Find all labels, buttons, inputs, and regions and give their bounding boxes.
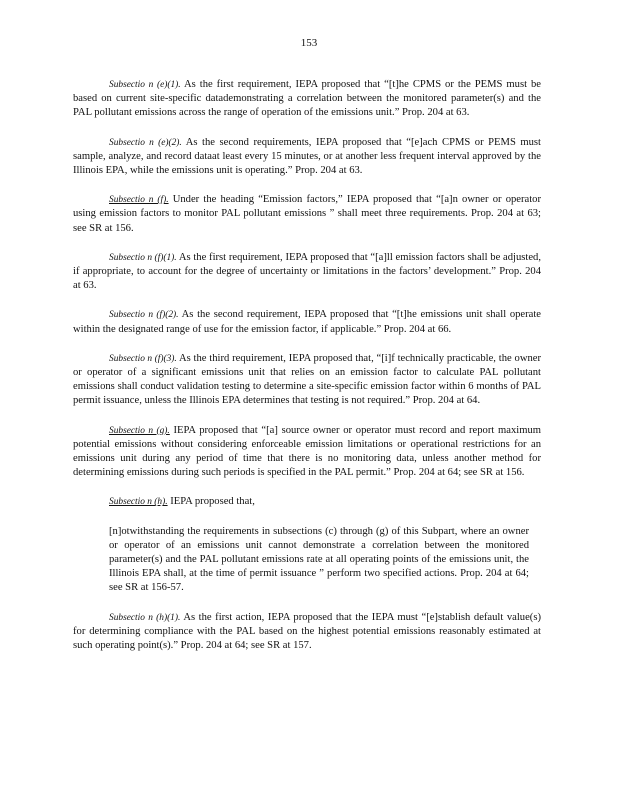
paragraph-text: As the first requirement, IEPA proposed that “[t]he CPMS or the PEMS must be based on current site-specific datademonstrating a correlation between the monitored parameter(s) and the PAL pollutant emissions across the range of operation of the emissions unit.” Prop. 204 at 63. xyxy=(73,79,541,119)
paragraph-e2 xyxy=(73,136,541,179)
subsection-heading: Subsectio n (e)(1). xyxy=(109,80,181,90)
paragraph-text: As the second requirements, IEPA proposed that “[e]ach CPMS or PEMS must sample, analyze, and record dataat least every 15 minutes, or at another less frequent interval approved by the Illinois EPA, while the emissions unit is operating.” Prop. 204 at 63. xyxy=(73,136,541,177)
paragraph-text: As the third requirement, IEPA proposed that, “[i]f technically practicable, the owner or operator of a significant emissions unit that relies on an emission factor to calculate PAL pollutant emissions shall conduct validation testing to determine a site-specific emission factor within 6 months of PAL permit issuance, unless the Illinois EPA determines that testing is not required.” Prop. 204 at 64. xyxy=(73,352,541,407)
paragraph-f xyxy=(73,193,541,236)
paragraph-g xyxy=(73,424,541,481)
paragraph-f1 xyxy=(73,251,541,294)
block-quote: [n]otwithstanding the requirements in subsections (c) through (g) of this Subpart, where an owner or operator of an emissions unit cannot demonstrate a correlation between the monitored parameter(s) and the PAL pollutant emissions rate at all operating points of the emissions unit, the Illinois EPA shall, at the time of permit issuance ” perform two specified actions. Prop. 204 at 64; see SR at 156-57. xyxy=(109,525,529,594)
subsection-heading: Subsectio n (h). xyxy=(109,497,168,508)
subsection-heading: Subsectio n (f)(2). xyxy=(109,310,179,321)
body-text xyxy=(73,78,541,668)
paragraph-e1 xyxy=(73,78,541,121)
subsection-heading: Subsectio n (f). xyxy=(109,195,169,206)
paragraph-text: As the second requirement, IEPA proposed that “[t]he emissions unit shall operate within the designated range of use for the emission factor, if applicable.” Prop. 204 at 66. xyxy=(73,309,541,335)
paragraph-text: As the first requirement, IEPA proposed that “[a]ll emission factors shall be adjusted, if appropriate, to account for the degree of uncertainty or limitations in the factors’ development.” Prop. 204 at 63. xyxy=(73,251,541,292)
paragraph-f3 xyxy=(73,352,541,409)
paragraph-h xyxy=(73,495,541,509)
paragraph-h1 xyxy=(73,611,541,654)
subsection-heading: Subsectio n (e)(2). xyxy=(109,137,182,148)
subsection-heading: Subsectio n (f)(3). xyxy=(109,353,177,364)
page-number: 153 xyxy=(300,37,318,49)
subsection-heading: Subsectio n (f)(1). xyxy=(109,252,177,263)
paragraph-f2 xyxy=(73,308,541,336)
subsection-heading: Subsectio n (g). xyxy=(109,425,170,436)
paragraph-text: Under the heading “Emission factors,” IEPA proposed that “[a]n owner or operator using emission factors to monitor PAL pollutant emissions ” shall meet three requirements. Prop. 204 at 63; see SR at 156. xyxy=(73,194,541,234)
paragraph-text: IEPA proposed that, xyxy=(167,496,255,508)
subsection-heading: Subsectio n (h)(1). xyxy=(109,612,181,623)
paragraph-text: IEPA proposed that “[a] source owner or operator must record and report maximum potential emissions without considering enforceable emission limitations or operational restrictions for an emissions unit during any period of time that there is no monitoring data, unless another method for determining emissions during such periods is specified in the PAL permit.” Prop. 204 at 64; see SR at 156. xyxy=(73,424,541,479)
paragraph-text: As the first action, IEPA proposed that the IEPA must “[e]stablish default value(s) for determining compliance with the PAL based on the highest potential emissions reasonably estimated at such operating point(s).” Prop. 204 at 64; see SR at 157. xyxy=(73,611,541,652)
